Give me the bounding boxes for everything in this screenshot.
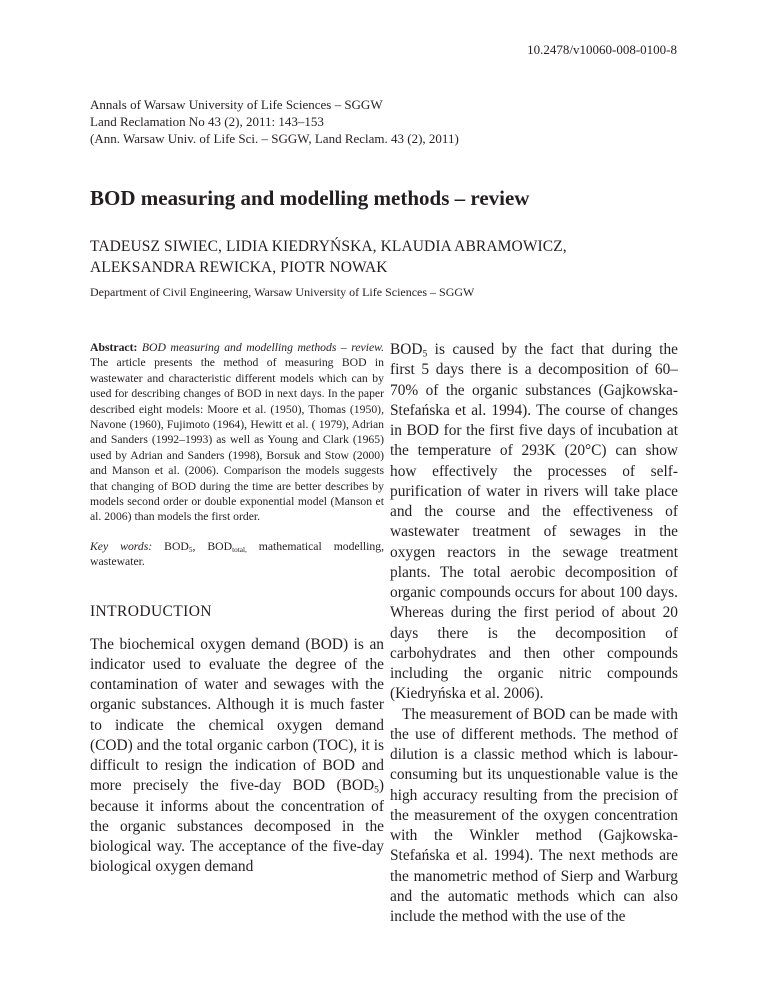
body-text: is caused by the fact that during the first 5 days there is a decomposition of 60–70% of the organic substances (Gajkowska-Stefańska et al. 1994). The course of changes in BOD for the first five days of incubation at the temperature of 293K (20°C) can show how effectively the processes of self-purification of water in rivers will take place and the course and the effectiveness of wastewater treatment of sewages in the oxygen reactors in the sewage treatment plants. The total aerobic decomposition of organic compounds occurs for about 100 days. Whereas during the first period of about 20 days there is the decomposition of carbohydrates and then other compounds including the organic nitric compounds (Kiedryńska et al. 2006). xyxy=(390,341,678,703)
bod5-subscript: 5 xyxy=(422,348,428,360)
keywords: Key words: $BOD_5$, $BOD_{total,}$ mathematical modelling, wastewater. xyxy=(90,539,385,569)
keywords-label: Key words: xyxy=(90,539,153,553)
journal-info xyxy=(90,96,459,147)
article-title: BOD measuring and modelling methods – review xyxy=(90,186,530,210)
intro-text-a: The biochemical oxygen demand (BOD) is an indicator used to evaluate the degree of the contamination of water and sewages with the organic substances. Although it is much faster to indicate the chemical oxygen demand (COD) and the total organic carbon (TOC), it is difficult to resign the indication of BOD and more precisely the five-day BOD (BOD xyxy=(90,635,384,795)
abstract-title: BOD measuring and modelling methods – review. xyxy=(141,341,384,354)
authors xyxy=(90,236,567,278)
authors-line: TADEUSZ SIWIEC, LIDIA KIEDRYŃSKA, KLAUDIA ABRAMOWICZ, xyxy=(90,238,567,255)
right-column xyxy=(390,340,678,927)
bod5-lead: BOD xyxy=(390,341,423,358)
intro-subscript: 5 xyxy=(374,784,379,796)
authors-line: ALEKSANDRA REWICKA, PIOTR NOWAK xyxy=(90,259,388,276)
section-heading: INTRODUCTION xyxy=(90,602,212,620)
keyword-subscript: 5 xyxy=(188,545,193,554)
keyword-subscript: total, xyxy=(232,545,247,554)
keywords-rest: mathematical modelling, wastewater. xyxy=(90,539,385,569)
doi: 10.2478/v10060-008-0100-8 xyxy=(527,42,677,57)
keyword-term: BOD xyxy=(164,539,189,553)
journal-line: Land Reclamation No 43 (2), 2011: 143–153 xyxy=(90,114,324,129)
journal-line: (Ann. Warsaw Univ. of Life Sci. – SGGW, Land Reclam. 43 (2), 2011) xyxy=(90,131,459,146)
abstract xyxy=(90,340,384,525)
journal-line: Annals of Warsaw University of Life Sciences – SGGW xyxy=(90,97,383,112)
body-paragraph: The measurement of BOD can be made with the use of different methods. The method of dilution is a classic method which is labour-consuming but its unquestionable value is the high accuracy resulting from the precision of the measurement of the oxygen concentration with the Winkler method (Gajkowska-Stefańska et al. 1994). The next methods are the manometric method of Sierp and Warburg and the automatic methods which can also include the method with the use of the xyxy=(390,705,678,925)
abstract-text: The article presents the method of measuring BOD in wastewater and characteristic different models which can by used for describing changes of BOD in next days. In the paper described eight models: Moore et al. (1950), Thomas (1950), Navone (1960), Fujimoto (1964), Hewitt et al. ( 1979), Adrian and Sanders (1992–1993) as well as Young and Clark (1965) used by Adrian and Sanders (1998), Borsuk and Stow (2000) and Manson et al. (2006). Comparison the models suggests that changing of BOD during the time are better describes by models second order or double exponential model (Manson et al. 2006) than models the first order. xyxy=(90,356,384,524)
abstract-label: Abstract: xyxy=(90,341,138,354)
affiliation: Department of Civil Engineering, Warsaw University of Life Sciences – SGGW xyxy=(90,285,475,299)
intro-paragraph xyxy=(90,635,384,878)
keyword-term: BOD xyxy=(207,539,233,553)
left-column xyxy=(90,340,384,878)
intro-text-b: ) because it informs about the concentration of the organic substances decomposed in the biological way. The acceptance of the five-day biological oxygen demand xyxy=(90,777,384,876)
body-paragraph xyxy=(390,340,678,705)
